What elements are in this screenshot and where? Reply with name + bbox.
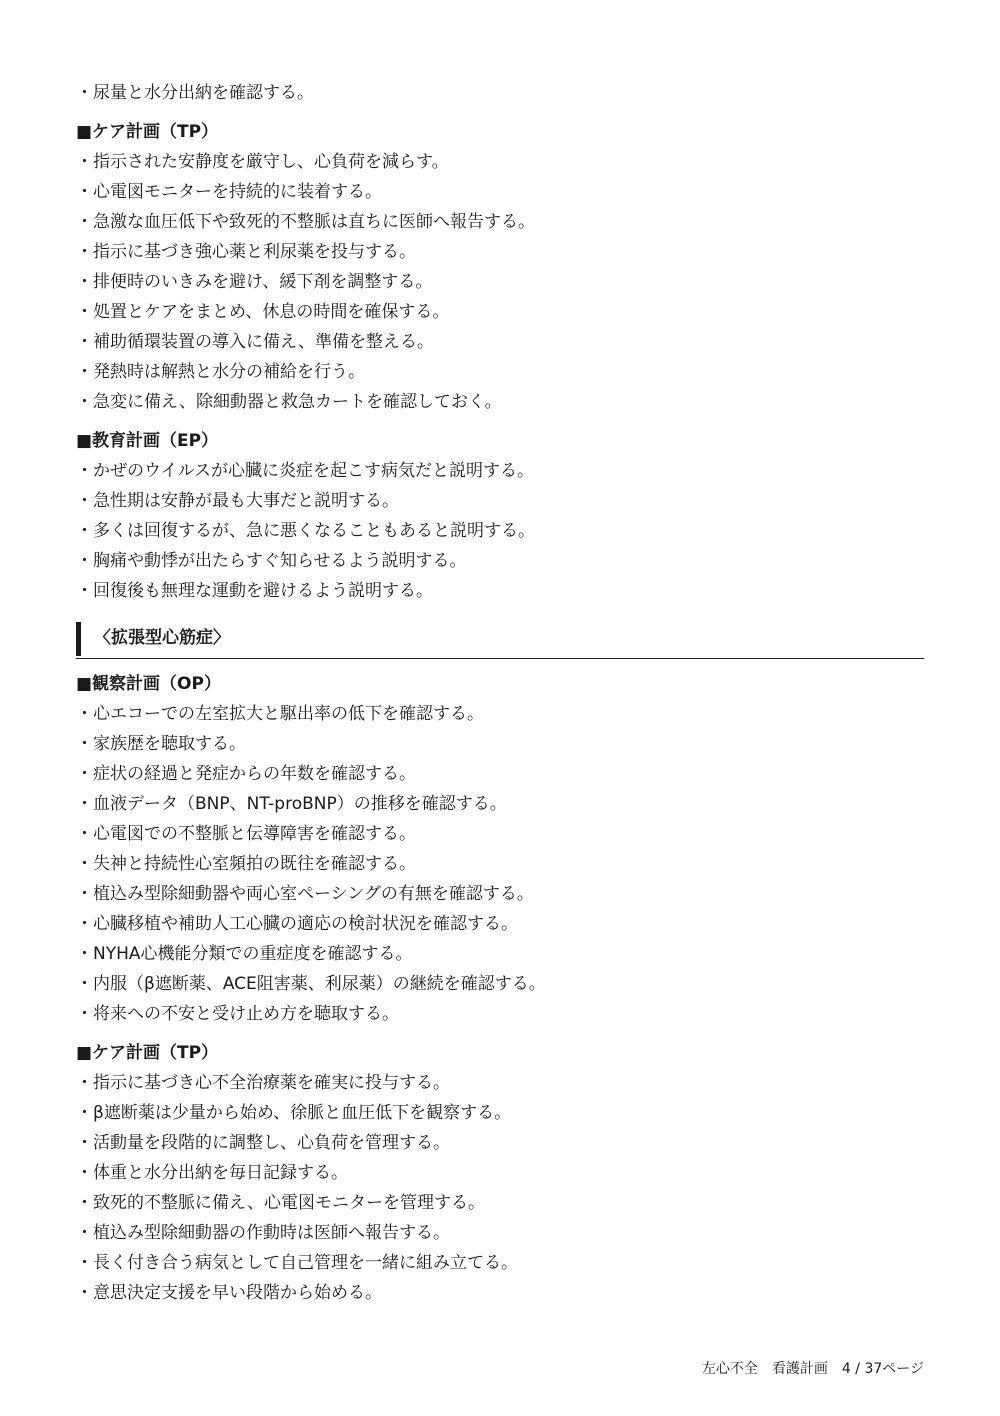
list-item: ・処置とケアをまとめ、休息の時間を確保する。 bbox=[76, 302, 450, 322]
list-item: ・尿量と水分出納を確認する。 bbox=[76, 83, 314, 103]
list-item: ・急性期は安静が最も大事だと説明する。 bbox=[76, 491, 399, 511]
list-item: ・致死的不整脈に備え、心電図モニターを管理する。 bbox=[76, 1193, 486, 1213]
list-item: ・心エコーでの左室拡大と駆出率の低下を確認する。 bbox=[76, 704, 484, 724]
document-content bbox=[76, 78, 924, 1308]
education-plan-heading: ■教育計画（EP） bbox=[76, 431, 219, 451]
list-item: ・回復後も無理な運動を避けるよう説明する。 bbox=[76, 581, 433, 601]
list-item: ・指示に基づき強心薬と利尿薬を投与する。 bbox=[76, 242, 416, 262]
list-item: ・多くは回復するが、急に悪くなることもあると説明する。 bbox=[76, 521, 535, 541]
list-item: ・活動量を段階的に調整し、心負荷を管理する。 bbox=[76, 1133, 450, 1153]
list-item: ・NYHA心機能分類での重症度を確認する。 bbox=[76, 944, 413, 964]
list-item: ・心臓移植や補助人工心臓の適応の検討状況を確認する。 bbox=[76, 914, 518, 934]
list-item: ・急激な血圧低下や致死的不整脈は直ちに医師へ報告する。 bbox=[76, 212, 535, 232]
list-item: ・かぜのウイルスが心臓に炎症を起こす病気だと説明する。 bbox=[76, 461, 534, 481]
section-title bbox=[76, 620, 924, 659]
list-item: ・排便時のいきみを避け、緩下剤を調整する。 bbox=[76, 272, 433, 292]
list-item: ・指示された安静度を厳守し、心負荷を減らす。 bbox=[76, 152, 449, 172]
list-item: ・心電図モニターを持続的に装着する。 bbox=[76, 182, 382, 202]
list-item: ・急変に備え、除細動器と救急カートを確認しておく。 bbox=[76, 392, 502, 412]
list-item: ・長く付き合う病気として自己管理を一緒に組み立てる。 bbox=[76, 1253, 518, 1273]
list-item: ・発熱時は解熱と水分の補給を行う。 bbox=[76, 362, 365, 382]
care-plan-heading: ■ケア計画（TP） bbox=[76, 122, 219, 142]
list-item: ・家族歴を聴取する。 bbox=[76, 734, 246, 754]
section-title-text: 〈拡張型心筋症〉 bbox=[94, 628, 230, 648]
list-item: ・将来への不安と受け止め方を聴取する。 bbox=[76, 1004, 399, 1024]
list-item: ・内服（β遮断薬、ACE阻害薬、利尿薬）の継続を確認する。 bbox=[76, 974, 546, 994]
list-item: ・胸痛や動悸が出たらすぐ知らせるよう説明する。 bbox=[76, 551, 467, 571]
list-item: ・補助循環装置の導入に備え、準備を整える。 bbox=[76, 332, 435, 352]
observation-plan-heading: ■観察計画（OP） bbox=[76, 674, 221, 694]
page-footer: 左心不全 看護計画 4 / 37ページ bbox=[701, 1361, 924, 1377]
list-item: ・β遮断薬は少量から始め、徐脈と血圧低下を観察する。 bbox=[76, 1103, 512, 1123]
list-item: ・心電図での不整脈と伝導障害を確認する。 bbox=[76, 824, 416, 844]
section-marker-bar bbox=[76, 622, 81, 656]
list-item: ・失神と持続性心室頻拍の既往を確認する。 bbox=[76, 854, 416, 874]
list-item: ・症状の経過と発症からの年数を確認する。 bbox=[76, 764, 416, 784]
list-item: ・植込み型除細動器や両心室ペーシングの有無を確認する。 bbox=[76, 884, 534, 904]
list-item: ・体重と水分出納を毎日記録する。 bbox=[76, 1163, 348, 1183]
list-item: ・植込み型除細動器の作動時は医師へ報告する。 bbox=[76, 1223, 450, 1243]
list-item: ・指示に基づき心不全治療薬を確実に投与する。 bbox=[76, 1073, 450, 1093]
list-item: ・意思決定支援を早い段階から始める。 bbox=[76, 1283, 382, 1303]
list-item: ・血液データ（BNP、NT-proBNP）の推移を確認する。 bbox=[76, 794, 507, 814]
care-plan-heading: ■ケア計画（TP） bbox=[76, 1043, 219, 1063]
